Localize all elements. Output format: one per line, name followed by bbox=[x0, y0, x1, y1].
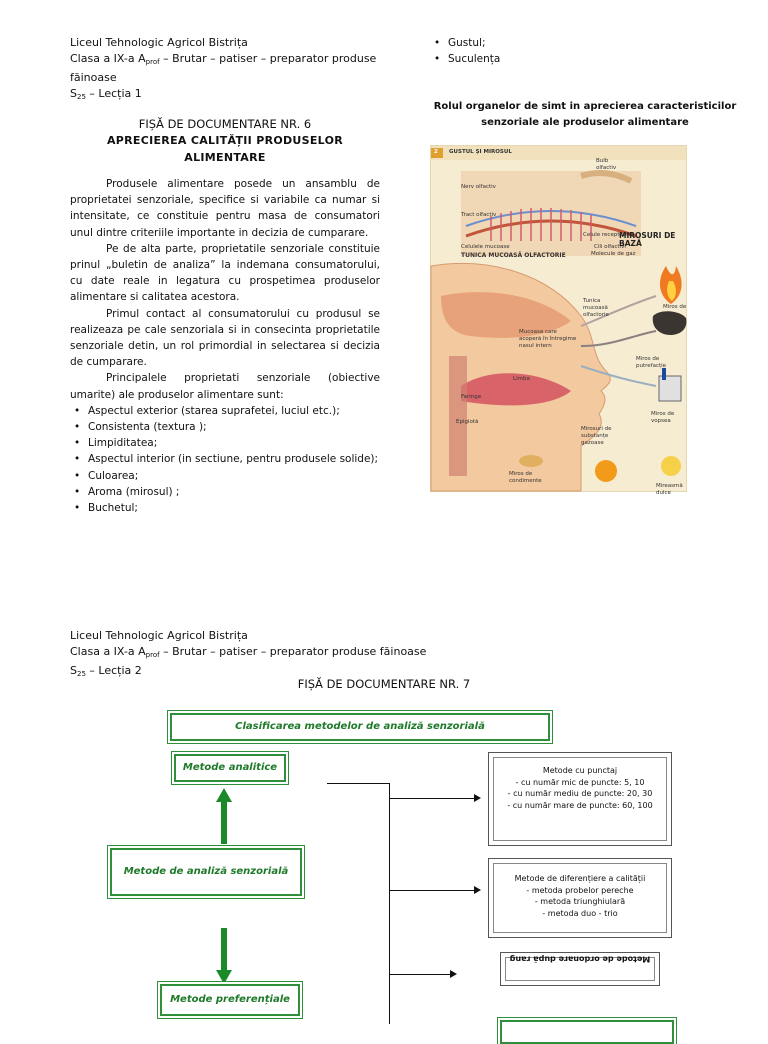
label-bulb: Bulb olfactiv bbox=[596, 158, 617, 171]
school-name: Liceul Tehnologic Agricol Bistrița bbox=[70, 36, 248, 49]
properties-list-cont bbox=[430, 35, 630, 67]
list-item: • Buchetul; bbox=[70, 500, 380, 516]
arrowhead bbox=[474, 794, 481, 802]
anatomy-figure bbox=[430, 145, 687, 496]
metode-punctaj-box: Metode cu punctaj - cu număr mic de puncte: 5, 10 - cu număr mediu de puncte: 20, 30 - cu număr mare de puncte: 60, 100 bbox=[488, 752, 672, 846]
figure-number: 2 bbox=[434, 149, 438, 155]
class-line: Clasa a IX-a $A_{prof}$ – Brutar – patiser – preparator produse făinoase bbox=[70, 645, 427, 659]
metode-preferentiale-box: Metode preferențiale bbox=[160, 984, 300, 1016]
label-faringe: Faringe bbox=[461, 394, 482, 400]
label-limba: Limba bbox=[513, 376, 530, 382]
label-epiglota: Epiglotă bbox=[456, 419, 479, 425]
paragraph: Produsele alimentare posede un ansamblu de proprietatei senzoriale, specifice si variabile ca numar si intensitate, ce constituie pentru masa de consumatori unul dintre criteriile importante in decizia de cumparare. bbox=[70, 178, 380, 239]
label-tract: Tract olfactiv bbox=[461, 212, 497, 218]
figure-caption-title: Rolul organelor de simt in aprecierea caracteristicilor senzoriale ale produselor alimentare bbox=[433, 101, 737, 128]
connector-h bbox=[327, 783, 389, 784]
doc-subtitle-6: APRECIEREA CALITĂȚII PRODUSELOR ALIMENTARE bbox=[106, 134, 344, 164]
list-item: • Aspectul interior (in sectiune, pentru produsele solide); bbox=[70, 451, 380, 467]
label-mucoasa: Mucoasa care acoperă în întregime nasul intern bbox=[519, 329, 577, 349]
label-tunica-mare: TUNICA MUCOASĂ OLFACTORIE bbox=[461, 252, 566, 259]
label-dulce: Mireasmă dulce bbox=[656, 483, 683, 496]
connector-h1 bbox=[389, 798, 475, 799]
label-ars: Miros de ars bbox=[663, 304, 687, 317]
class-line-cont: făinoase bbox=[70, 71, 117, 84]
list-item: • Limpiditatea; bbox=[70, 435, 380, 451]
paragraph: Primul contact al consumatorului cu produsul se realizeaza pe cale senzoriala si in consecinta proprietatile senzoriale detin, un rol primordial in selectarea si decizia de cumparare. bbox=[70, 307, 380, 369]
list-item: • Aspectul exterior (starea suprafetei, luciul etc.); bbox=[70, 403, 380, 419]
label-tunica-mic: Tunica mucoasă olfactorie bbox=[583, 298, 609, 318]
metode-ordonare-box: Metode de ordonare după rang bbox=[500, 952, 660, 986]
list-item: • Culoarea; bbox=[70, 468, 380, 484]
arrowhead bbox=[474, 886, 481, 894]
metode-diferentiere-box: Metode de diferențiere a calității - metoda probelor pereche - metoda triunghiulară - metoda duo - trio bbox=[488, 858, 672, 938]
label-molecule: Molecule de gaz bbox=[591, 251, 636, 257]
header-page1 bbox=[70, 35, 390, 105]
metode-analitice-box: Metode analitice bbox=[174, 754, 286, 782]
header-page2 bbox=[70, 628, 490, 682]
connector-v bbox=[389, 783, 390, 1024]
list-item: • Gustul; bbox=[430, 35, 630, 51]
arrow-down bbox=[214, 928, 234, 984]
metode-analiza-box: Metode de analiză senzorială bbox=[110, 848, 302, 896]
connector-h3 bbox=[389, 974, 451, 975]
figure-heading: GUSTUL ȘI MIROSUL bbox=[449, 149, 512, 155]
list-item: • Aroma (mirosul) ; bbox=[70, 484, 380, 500]
arrow-up bbox=[214, 788, 234, 844]
label-nerv: Nerv olfactiv bbox=[461, 184, 496, 190]
label-celule-mucoase: Celulele mucoase bbox=[461, 244, 510, 250]
doc-title-6: FIȘĂ DE DOCUMENTARE NR. 6 bbox=[138, 117, 312, 131]
doc-title-7: FIȘĂ DE DOCUMENTARE NR. 7 bbox=[297, 677, 471, 691]
properties-list bbox=[70, 403, 380, 516]
label-cili: Cili olfactivi bbox=[594, 244, 626, 250]
paragraph: Principalele proprietati senzoriale (obiective umarite) ale produselor alimentare sunt: bbox=[70, 372, 380, 401]
school-name: Liceul Tehnologic Agricol Bistrița bbox=[70, 629, 248, 642]
arrowhead bbox=[450, 970, 457, 978]
label-celule-receptoare: Celule receptoare bbox=[583, 232, 632, 238]
connector-h2 bbox=[389, 890, 475, 891]
anatomy-illustration bbox=[431, 146, 686, 491]
class-line: Clasa a IX-a $A_{prof}$ – Brutar – patiser – preparator produse bbox=[70, 52, 377, 66]
label-condimente: Miros de condimente bbox=[509, 471, 542, 484]
list-item: • Suculența bbox=[430, 51, 630, 67]
label-putrefactie: Miros de putrefacție bbox=[636, 356, 667, 369]
label-vopsea: Miros de vopsea bbox=[651, 411, 675, 424]
lesson-line: $S_{25}$ – Lecția 1 bbox=[70, 87, 142, 101]
diagram-title: Clasificarea metodelor de analiză senzorială bbox=[170, 713, 550, 741]
label-mirosuri-baza: MIROSURI DE BAZĂ bbox=[619, 231, 676, 248]
label-substante: Mirosuri de substanțe gazoase bbox=[581, 426, 612, 446]
paragraph: Pe de alta parte, proprietatile senzoriale constituie prinul „buletin de analiza” la indemana consumatorului, cu date reale in legatura cu prospetimea produselor alimentare si calitatea acestora. bbox=[70, 242, 380, 304]
list-item: • Consistenta (textura ); bbox=[70, 419, 380, 435]
body-text bbox=[70, 176, 380, 516]
lesson-line: $S_{25}$ – Lecția 2 bbox=[70, 664, 142, 678]
partial-box bbox=[500, 1020, 674, 1044]
